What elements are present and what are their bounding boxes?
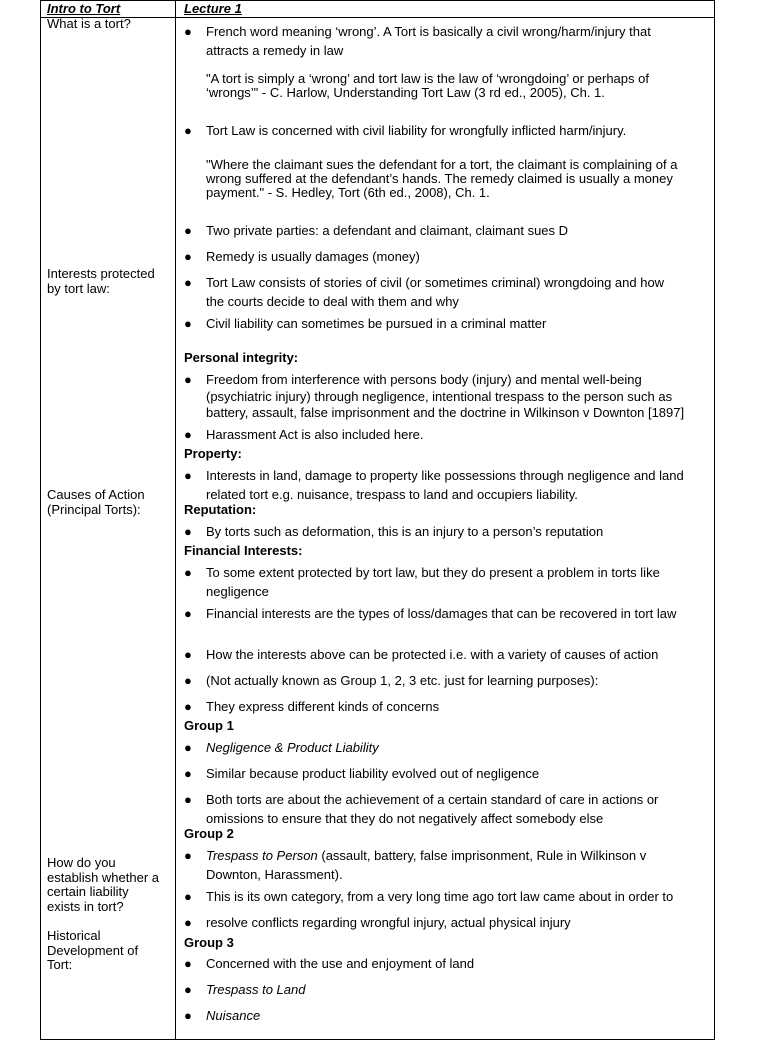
- bullet-icon: ●: [184, 792, 192, 807]
- bullet-icon: ●: [184, 982, 192, 997]
- bullet-icon: ●: [184, 740, 192, 755]
- bullet-line: To some extent protected by tort law, but they do present a problem in torts like: [206, 565, 660, 580]
- heading-reputation: Reputation:: [184, 502, 257, 517]
- left-line: (Principal Torts):: [47, 501, 141, 517]
- bullet-line: attracts a remedy in law: [206, 43, 344, 58]
- left-line: certain liability: [47, 884, 129, 899]
- quote-line: "A tort is simply a ‘wrong’ and tort law is the law of ‘wrongdoing’ or perhaps of: [206, 71, 649, 86]
- bullet-line: omissions to ensure that they do not negatively affect somebody else: [206, 811, 604, 826]
- bullet-emphasis: Trespass to Person: [206, 848, 318, 863]
- bullet-line: Both torts are about the achievement of a certain standard of care in actions or: [206, 792, 659, 807]
- bullet-icon: ●: [184, 699, 192, 714]
- bullet-icon: ●: [184, 372, 192, 387]
- bullet-text: This is its own category, from a very long time ago tort law came about in order to: [206, 889, 674, 904]
- bullet-text: Concerned with the use and enjoyment of land: [206, 956, 475, 971]
- bullet-rest: (assault, battery, false imprisonment, Rule in Wilkinson v: [317, 848, 647, 863]
- bullet-text: Trespass to Land: [206, 982, 306, 997]
- bullet-icon: ●: [184, 673, 192, 688]
- bullet-text: Harassment Act is also included here.: [206, 427, 424, 442]
- bullet-text: Remedy is usually damages (money): [206, 249, 420, 264]
- quote-harlow: [206, 72, 706, 100]
- bullet-icon: ●: [184, 848, 192, 863]
- left-line: Historical: [47, 928, 101, 943]
- bullet-line: related tort e.g. nuisance, trespass to land and occupiers liability.: [206, 487, 578, 502]
- header-lecture-1: Lecture 1: [184, 1, 242, 16]
- left-causes-of-action: [47, 488, 172, 517]
- left-line: Tort:: [47, 957, 73, 972]
- bullet-text: By torts such as deformation, this is an injury to a person’s reputation: [206, 524, 604, 539]
- bullet-text: Financial interests are the types of loss/damages that can be recovered in tort law: [206, 606, 677, 621]
- heading-personal-integrity: Personal integrity:: [184, 350, 299, 365]
- bullet-icon: ●: [184, 223, 192, 238]
- bullet-icon: ●: [184, 956, 192, 971]
- bullet-text: Tort Law is concerned with civil liability for wrongfully inflicted harm/injury.: [206, 123, 627, 138]
- quote-line: payment." - S. Hedley, Tort (6th ed., 2008), Ch. 1.: [206, 185, 490, 200]
- bullet-icon: ●: [184, 606, 192, 621]
- bullet-text: Similar because product liability evolved out of negligence: [206, 766, 540, 781]
- header-intro-to-tort: Intro to Tort: [47, 1, 121, 16]
- left-interests-protected: [47, 267, 172, 296]
- left-historical-development: [47, 929, 172, 973]
- bullet-text: Nuisance: [206, 1008, 261, 1023]
- bullet-icon: ●: [184, 889, 192, 904]
- bullet-text: They express different kinds of concerns: [206, 699, 440, 714]
- bullet-icon: ●: [184, 316, 192, 331]
- bullet-line: Freedom from interference with persons body (injury) and mental well-being: [206, 372, 642, 387]
- bullet-line: French word meaning ‘wrong’. A Tort is basically a civil wrong/harm/injury that: [206, 24, 651, 39]
- left-line: Causes of Action: [47, 487, 145, 502]
- bullet-icon: ●: [184, 524, 192, 539]
- left-what-is-tort: What is a tort?: [47, 16, 131, 31]
- left-line: Interests protected: [47, 266, 155, 281]
- bullet-text: Negligence & Product Liability: [206, 740, 379, 755]
- bullet-line: negligence: [206, 584, 269, 599]
- bullet-icon: ●: [184, 766, 192, 781]
- left-line: exists in tort?: [47, 898, 124, 914]
- bullet-icon: ●: [184, 647, 192, 662]
- column-divider: [175, 0, 176, 1040]
- quote-line: "Where the claimant sues the defendant for a tort, the claimant is complaining of a: [206, 157, 678, 172]
- bullet-icon: ●: [184, 275, 192, 290]
- left-line: establish whether a: [47, 869, 160, 885]
- bullet-icon: ●: [184, 565, 192, 580]
- bullet-icon: ●: [184, 249, 192, 264]
- left-line: by tort law:: [47, 280, 110, 296]
- bullet-line: Downton, Harassment).: [206, 867, 343, 882]
- bullet-line: (psychiatric injury) through negligence, intentional trespass to the person such as: [206, 389, 673, 404]
- bullet-text: (Not actually known as Group 1, 2, 3 etc. just for learning purposes):: [206, 673, 599, 688]
- heading-group-3: Group 3: [184, 935, 234, 950]
- bullet-icon: ●: [184, 24, 192, 39]
- bullet-text: Civil liability can sometimes be pursued in a criminal matter: [206, 316, 547, 331]
- heading-financial-interests: Financial Interests:: [184, 543, 303, 558]
- left-how-establish-liability: [47, 856, 172, 914]
- bullet-line: Tort Law consists of stories of civil (or sometimes criminal) wrongdoing and how: [206, 275, 665, 290]
- bullet-text: resolve conflicts regarding wrongful injury, actual physical injury: [206, 915, 571, 930]
- bullet-line: [206, 846, 711, 865]
- heading-property: Property:: [184, 446, 242, 461]
- quote-hedley: [206, 158, 706, 200]
- left-line: Development of: [47, 942, 139, 958]
- bullet-line: the courts decide to deal with them and why: [206, 294, 459, 309]
- bullet-line: Interests in land, damage to property like possessions through negligence and land: [206, 468, 684, 483]
- heading-group-1: Group 1: [184, 718, 234, 733]
- bullet-icon: ●: [184, 915, 192, 930]
- heading-group-2: Group 2: [184, 826, 234, 841]
- bullet-icon: ●: [184, 123, 192, 138]
- bullet-icon: ●: [184, 1008, 192, 1023]
- bullet-icon: ●: [184, 468, 192, 483]
- bullet-icon: ●: [184, 427, 192, 442]
- quote-line: ‘wrongs’" - C. Harlow, Understanding Tort Law (3 rd ed., 2005), Ch. 1.: [206, 85, 605, 100]
- left-line: How do you: [47, 855, 116, 870]
- bullet-text: How the interests above can be protected i.e. with a variety of causes of action: [206, 647, 659, 662]
- bullet-text: Two private parties: a defendant and claimant, claimant sues D: [206, 223, 569, 238]
- quote-line: wrong suffered at the defendant’s hands. The remedy claimed is usually a money: [206, 171, 673, 186]
- bullet-line: battery, assault, false imprisonment and the doctrine in Wilkinson v Downton [1897]: [206, 405, 685, 420]
